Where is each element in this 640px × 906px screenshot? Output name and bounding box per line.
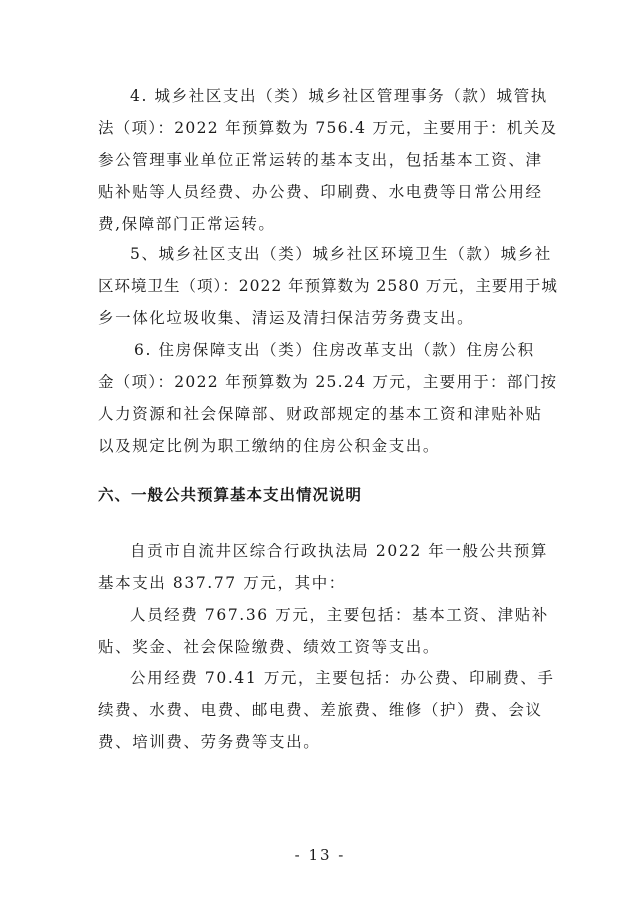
item-4-line-2: 法（项）：2022 年预算数为 756.4 万元，主要用于：机关及: [98, 119, 558, 137]
item-4-line-3: 参公管理事业单位正常运转的基本支出，包括基本工资、津: [98, 151, 543, 169]
item-6-line-4: 以及规定比例为职工缴纳的住房公积金支出。: [98, 437, 441, 455]
item-6-line-2: 金（项）：2022 年预算数为 25.24 万元，主要用于：部门按: [98, 373, 558, 391]
public-use-line-1: 公用经费 70.41 万元，主要包括：办公费、印刷费、手: [130, 669, 555, 687]
item-5-line-2: 区环境卫生（项）：2022 年预算数为 2580 万元，主要用于城: [98, 277, 558, 295]
item-6-line-3: 人力资源和社会保障部、财政部规定的基本工资和津贴补贴: [98, 405, 543, 423]
item-4-line-1: 4. 城乡社区支出（类）城乡社区管理事务（款）城管执: [130, 87, 548, 105]
public-use-line-3: 费、培训费、劳务费等支出。: [98, 733, 321, 751]
summary-line-2: 基本支出 837.77 万元，其中：: [98, 574, 346, 592]
summary-line-1: 自贡市自流井区综合行政执法局 2022 年一般公共预算: [130, 542, 549, 560]
item-5-line-1: 5、城乡社区支出（类）城乡社区环境卫生（款）城乡社: [130, 245, 552, 263]
personnel-line-1: 人员经费 767.36 万元，主要包括：基本工资、津贴补: [130, 606, 549, 624]
personnel-line-2: 贴、奖金、社会保险缴费、绩效工资等支出。: [98, 638, 441, 656]
public-use-line-2: 续费、水费、电费、邮电费、差旅费、维修（护）费、会议: [98, 701, 543, 719]
item-4-line-4: 贴补贴等人员经费、办公费、印刷费、水电费等日常公用经: [98, 183, 543, 201]
item-4-line-5: 费,保障部门正常运转。: [98, 215, 276, 233]
section-heading: 六、一般公共预算基本支出情况说明: [98, 486, 363, 504]
item-5-line-3: 乡一体化垃圾收集、清运及清扫保洁劳务费支出。: [98, 309, 475, 327]
item-6-line-1: 6. 住房保障支出（类）住房改革支出（款）住房公积: [134, 341, 535, 359]
page-number: - 13 -: [294, 846, 346, 864]
